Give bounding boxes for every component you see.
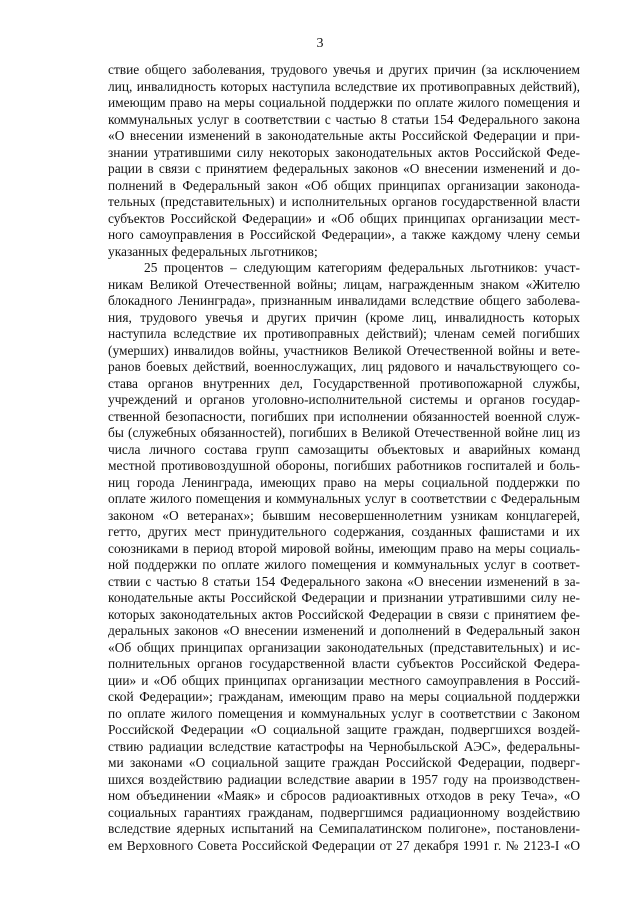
text-line: наступила вследствие их противоправных действий); членам семей погибших: [108, 326, 580, 341]
text-line: тельных (представительных) и исполнительных органов государственной власти: [108, 194, 580, 209]
text-line: «О внесении изменений в законодательные акты Российской Федерации и при-: [108, 128, 580, 143]
text-line: коммунальных услуг в соответствии с частью 8 статьи 154 Федерального закона: [108, 111, 580, 127]
text-line: Российской Федерации «О социальной защите граждан, подвергшихся воздей-: [108, 722, 580, 737]
text-line: имеющим право на меры социальной поддержки по оплате жилого помещения и: [108, 95, 580, 110]
text-line: местной противовоздушной обороны, погибших работников госпиталей и боль-: [108, 458, 580, 473]
text-line: ственной безопасности, погибших при исполнении обязанностей военной служ-: [108, 408, 580, 424]
text-line: полнений в Федеральный закон «Об общих принципах организации законода-: [108, 177, 580, 193]
text-line: ния, трудового увечья и других причин (кроме лиц, инвалидность которых: [108, 309, 580, 325]
text-line: ствии с частью 8 статьи 154 Федерального закона «О внесении изменений в за-: [108, 573, 580, 589]
text-line: става органов внутренних дел, Государственной противопожарной службы,: [108, 375, 580, 391]
text-line: указанных федеральных льготников;: [108, 243, 318, 259]
text-line: субъектов Российской Федерации» и «Об общих принципах организации мест-: [108, 210, 580, 226]
text-line: конодательные акты Российской Федерации и признании утратившими силу не-: [108, 590, 580, 605]
text-line: (умерших) инвалидов войны, участников Великой Отечественной войны и вете-: [108, 342, 580, 358]
text-line: ниц города Ленинграда, имеющих право на меры социальной поддержки по: [108, 474, 580, 490]
text-line: ного самоуправления в Российской Федерации», а также каждому члену семьи: [108, 227, 580, 242]
text-line: ской Федерации»; гражданам, имеющим право на меры социальной поддержки: [108, 689, 580, 704]
page-number: 3: [316, 36, 324, 51]
text-line: гетто, других мест принудительного содержания, созданных фашистами и их: [108, 524, 580, 539]
text-line: ной поддержки по оплате жилого помещения и коммунальных услуг в соответ-: [108, 557, 580, 572]
text-line: рации в связи с принятием федеральных законов «О внесении изменений и до-: [108, 161, 580, 176]
text-line: социальных гарантиях гражданам, подвергшимся радиационному воздействию: [108, 804, 580, 820]
text-line: ми законами «О социальной защите граждан Российской Федерации, подверг-: [108, 755, 580, 770]
text-line: никам Великой Отечественной войны; лицам, награжденным знаком «Жителю: [108, 276, 580, 292]
text-line: учреждений и органов уголовно-исполнительной системы и органов государ-: [108, 392, 580, 407]
text-line: ции» и «Об общих принципах организации местного самоуправления в Россий-: [108, 672, 580, 688]
text-line: числа личного состава групп самозащиты объектовых и аварийных команд: [108, 441, 580, 457]
text-line: ем Верховного Совета Российской Федерации от 27 декабря 1991 г. № 2123-I «О: [108, 837, 580, 853]
text-line: вследствие ядерных испытаний на Семипалатинском полигоне», постановлени-: [108, 821, 580, 836]
text-line: «Об общих принципах организации законодательных (представительных) и ис-: [108, 639, 580, 655]
text-line: по оплате жилого помещения и коммунальных услуг в соответствии с Законом: [108, 705, 580, 721]
text-line: законом «О ветеранах»; бывшим несовершеннолетним узникам концлагерей,: [108, 507, 580, 523]
text-line: ранов боевых действий, военнослужащих, лиц рядового и начальствующего со-: [108, 359, 580, 374]
text-line: деральных законов «О внесении изменений и дополнений в Федеральный закон: [108, 623, 580, 638]
text-line: шихся воздействию радиации вследствие аварии в 1957 году на производствен-: [108, 771, 580, 787]
text-line: ствию радиации вследствие катастрофы на Чернобыльской АЭС», федеральны-: [108, 738, 580, 754]
text-line: знании утратившими силу некоторых законодательных актов Российской Феде-: [108, 144, 580, 160]
text-line: 25 процентов – следующим категориям федеральных льготников: участ-: [144, 260, 580, 275]
text-line: которых законодательных актов Российской Федерации в связи с принятием фе-: [108, 606, 580, 622]
text-line: ном объединении «Маяк» и сбросов радиоактивных отходов в реку Теча», «О: [108, 788, 580, 803]
body-text: [108, 62, 580, 854]
text-line: блокадного Ленинграда», признанным инвалидами вследствие общего заболева-: [108, 293, 580, 308]
text-line: союзниками в период второй мировой войны, имеющим право на меры социаль-: [108, 540, 580, 556]
text-line: оплате жилого помещения и коммунальных услуг в соответствии с Федеральным: [108, 491, 580, 506]
text-line: полнительных органов государственной власти субъектов Российской Федера-: [108, 656, 580, 671]
text-line: лиц, инвалидность которых наступила вследствие их противоправных действий),: [108, 78, 580, 94]
text-line: бы (служебных обязанностей), погибших в Великой Отечественной войне лиц из: [108, 425, 580, 440]
text-line: ствие общего заболевания, трудового увечья и других причин (за исключением: [108, 62, 580, 77]
